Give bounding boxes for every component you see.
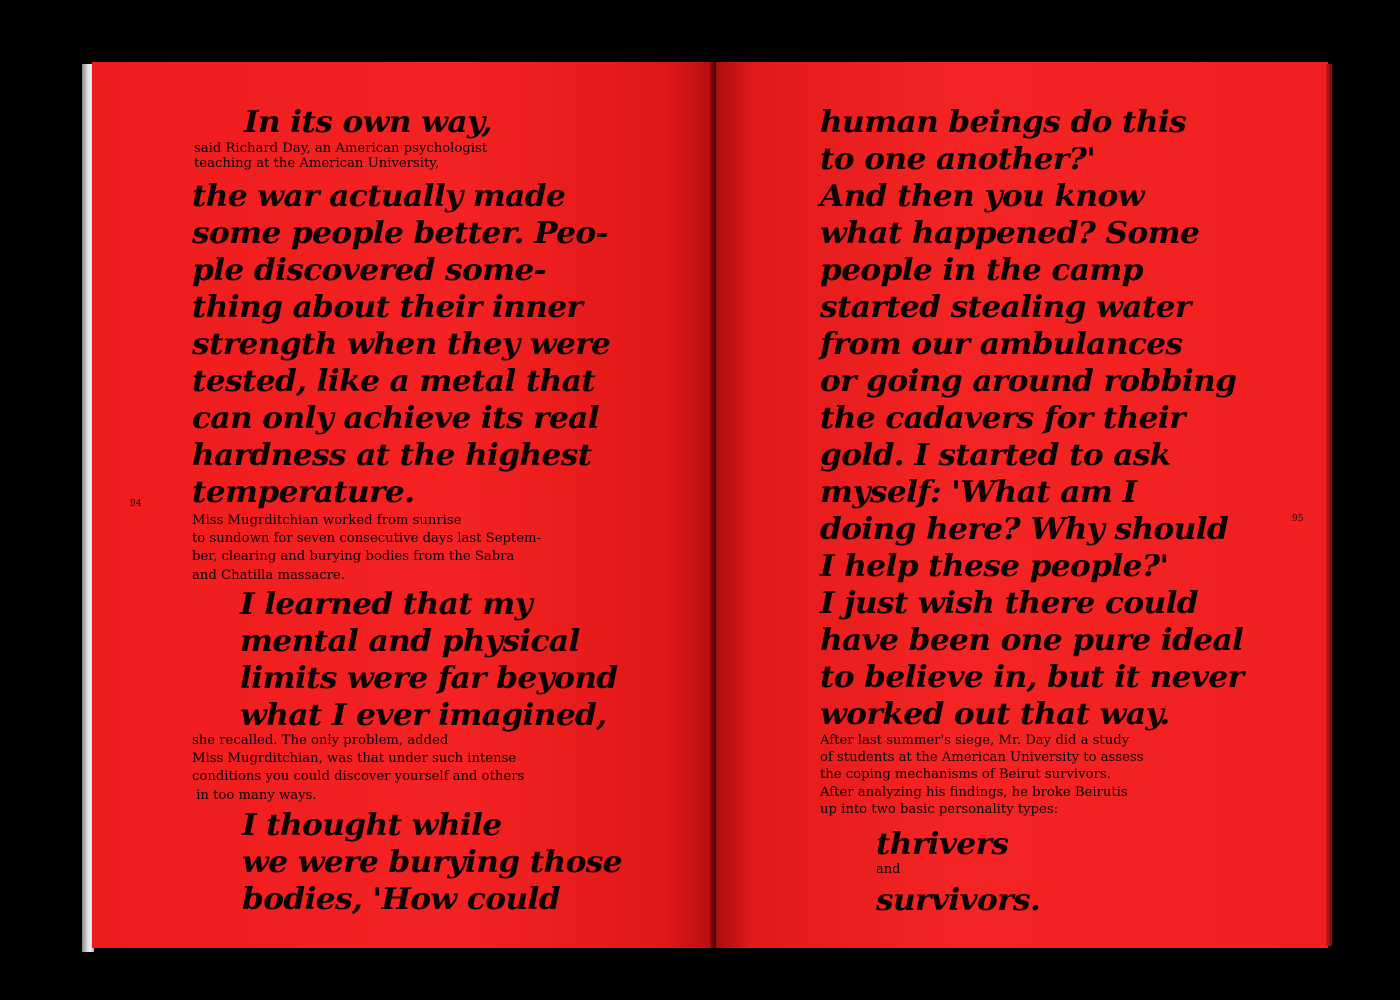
- conjunction-and: and: [876, 862, 901, 877]
- type-thrivers: thrivers: [876, 827, 1009, 862]
- type-survivors: survivors.: [876, 883, 1041, 918]
- body-mugrditchian-massacre: Miss Mugrditchian worked from sunrise to sundown for seven consecutive days last Septem- ber, clearing and burying bodies from the Sabra and Chatilla massacre.: [192, 513, 541, 583]
- body-study-findings: After last summer's siege, Mr. Day did a study of students at the American University to assess the coping mechanisms of Beirut survivors. After analyzing his findings, he broke Beirutis up into two basic personality types:: [820, 733, 1144, 817]
- pull-quote-opening: In its own way,: [244, 105, 492, 140]
- left-page: [92, 62, 714, 948]
- right-page-edges: [1326, 64, 1332, 946]
- pull-quote-war-made-better: the war actually made some people better. Peo- ple discovered some- thing about their inner strength when they were tested, like a metal that can only achieve its real hardness at the highest temperature.: [192, 179, 611, 510]
- page-number-left: 94: [130, 499, 142, 509]
- page-number-right: 95: [1292, 514, 1304, 524]
- pull-quote-limits: I learned that my mental and physical limits were far beyond what I ever imagined,: [240, 587, 618, 733]
- body-only-problem: she recalled. The only problem, added Miss Mugrditchian, was that under such intense conditions you could discover yourself and others in too many ways.: [192, 733, 525, 803]
- pull-quote-camp-stealing: And then you know what happened? Some people in the camp started stealing water from our ambulances or going around robbing the cadavers for their gold. I started to ask myself: 'What am I doing here? Why should I help these people?' I just wish there could have been one pure ideal to believe in, but it never worked out that way.: [820, 179, 1244, 732]
- attribution-richard-day: said Richard Day, an American psychologist teaching at the American University,: [194, 141, 488, 171]
- pull-quote-burying-bodies: I thought while we were burying those bodies, 'How could: [242, 808, 622, 917]
- right-page: [716, 62, 1328, 948]
- pull-quote-human-beings: human beings do this to one another?': [820, 105, 1187, 177]
